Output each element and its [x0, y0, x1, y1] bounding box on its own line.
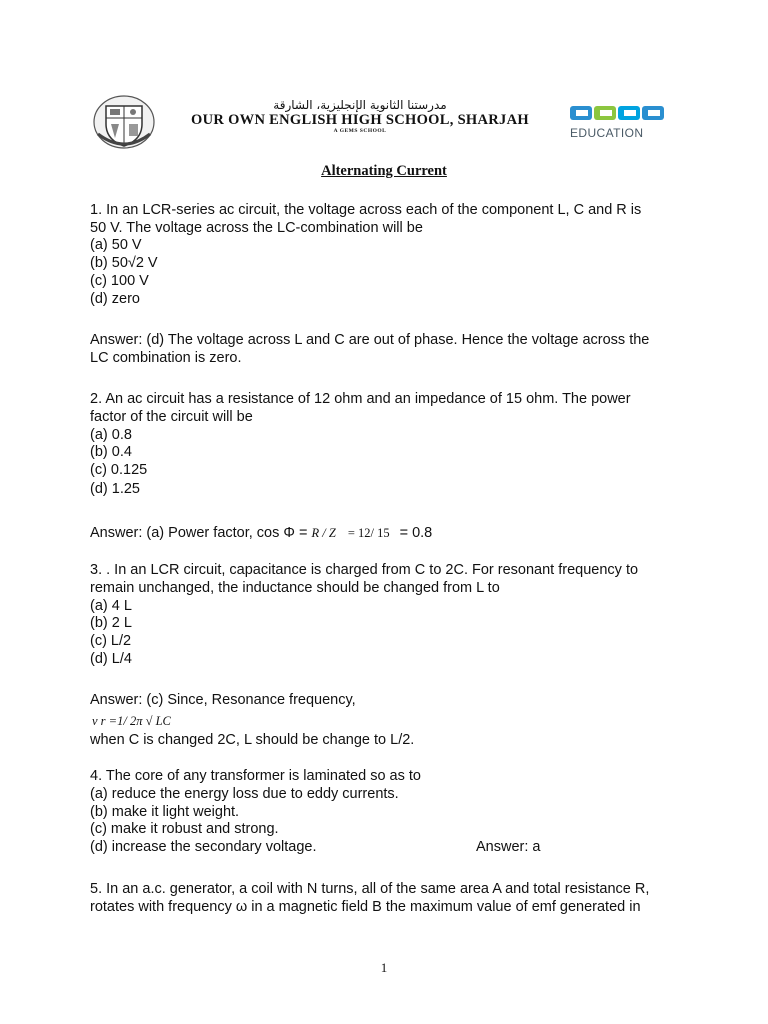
question-3-text-line-2: remain unchanged, the inductance should be changed from L to	[90, 580, 500, 596]
question-3-answer-formula: v r =1/ 2π √ LC	[92, 714, 171, 728]
question-2-answer-ratio: = 12/ 15	[347, 526, 390, 540]
question-5-text-line-2: rotates with frequency ω in a magnetic field B the maximum value of emf generated in	[90, 899, 641, 915]
question-4-text-line-1: 4. The core of any transformer is laminated so as to	[90, 768, 421, 784]
school-subtitle: A GEMS SCHOOL	[333, 128, 387, 134]
question-2-answer-formula: R / Z	[311, 526, 336, 540]
school-name-arabic: مدرستنا الثانوية الإنجليزية، الشارقة	[273, 98, 447, 112]
gems-wordmark-logo	[568, 104, 668, 124]
question-2-text-line-2: factor of the circuit will be	[90, 409, 253, 425]
question-1-text-line-1: 1. In an LCR-series ac circuit, the voltage across each of the component L, C and R is	[90, 202, 642, 218]
question-2-answer	[90, 524, 432, 542]
question-1-option-c: (c) 100 V	[90, 273, 149, 289]
question-3-answer-line-1: Answer: (c) Since, Resonance frequency,	[90, 692, 356, 708]
question-2-answer-result: = 0.8	[399, 525, 433, 541]
question-1-text-line-2: 50 V. The voltage across the LC-combination will be	[90, 220, 423, 236]
school-crest-logo	[92, 94, 156, 150]
question-4-option-d: (d) increase the secondary voltage.	[90, 839, 317, 855]
question-1-option-b: (b) 50√2 V	[90, 255, 158, 271]
gems-education-logo	[568, 104, 668, 144]
question-4-answer: Answer: a	[476, 839, 541, 855]
question-3-option-b: (b) 2 L	[90, 615, 132, 631]
school-name: OUR OWN ENGLISH HIGH SCHOOL, SHARJAH	[191, 112, 529, 128]
question-3-option-c: (c) L/2	[90, 633, 132, 649]
document-title: Alternating Current	[321, 163, 447, 179]
question-1-answer-line-2: LC combination is zero.	[90, 350, 242, 366]
question-4-option-c: (c) make it robust and strong.	[90, 821, 279, 837]
question-1-option-d: (d) zero	[90, 291, 140, 307]
question-2-option-a: (a) 0.8	[90, 427, 132, 443]
question-2-option-c: (c) 0.125	[90, 462, 148, 478]
question-3-option-a: (a) 4 L	[90, 598, 132, 614]
question-1-option-a: (a) 50 V	[90, 237, 142, 253]
question-2-text-line-1: 2. An ac circuit has a resistance of 12 ohm and an impedance of 15 ohm. The power	[90, 391, 631, 407]
page-number: 1	[380, 960, 388, 975]
question-3-answer-line-3: when C is changed 2C, L should be change to L/2.	[90, 732, 415, 748]
question-2-option-b: (b) 0.4	[90, 444, 132, 460]
question-4-option-a: (a) reduce the energy loss due to eddy currents.	[90, 786, 399, 802]
question-3-text-line-1: 3. . In an LCR circuit, capacitance is charged from C to 2C. For resonant frequency to	[90, 562, 639, 578]
question-2-answer-prefix: Answer: (a) Power factor, cos Φ =	[90, 525, 312, 541]
question-5-text-line-1: 5. In an a.c. generator, a coil with N turns, all of the same area A and total resistance R,	[90, 881, 650, 897]
school-name-block	[180, 98, 540, 135]
question-2-option-d: (d) 1.25	[90, 481, 140, 497]
question-1-answer-line-1: Answer: (d) The voltage across L and C are out of phase. Hence the voltage across the	[90, 332, 650, 348]
gems-education-label: EDUCATION	[570, 126, 644, 140]
school-header	[92, 94, 682, 150]
question-4-option-b: (b) make it light weight.	[90, 804, 240, 820]
question-3-option-d: (d) L/4	[90, 651, 132, 667]
